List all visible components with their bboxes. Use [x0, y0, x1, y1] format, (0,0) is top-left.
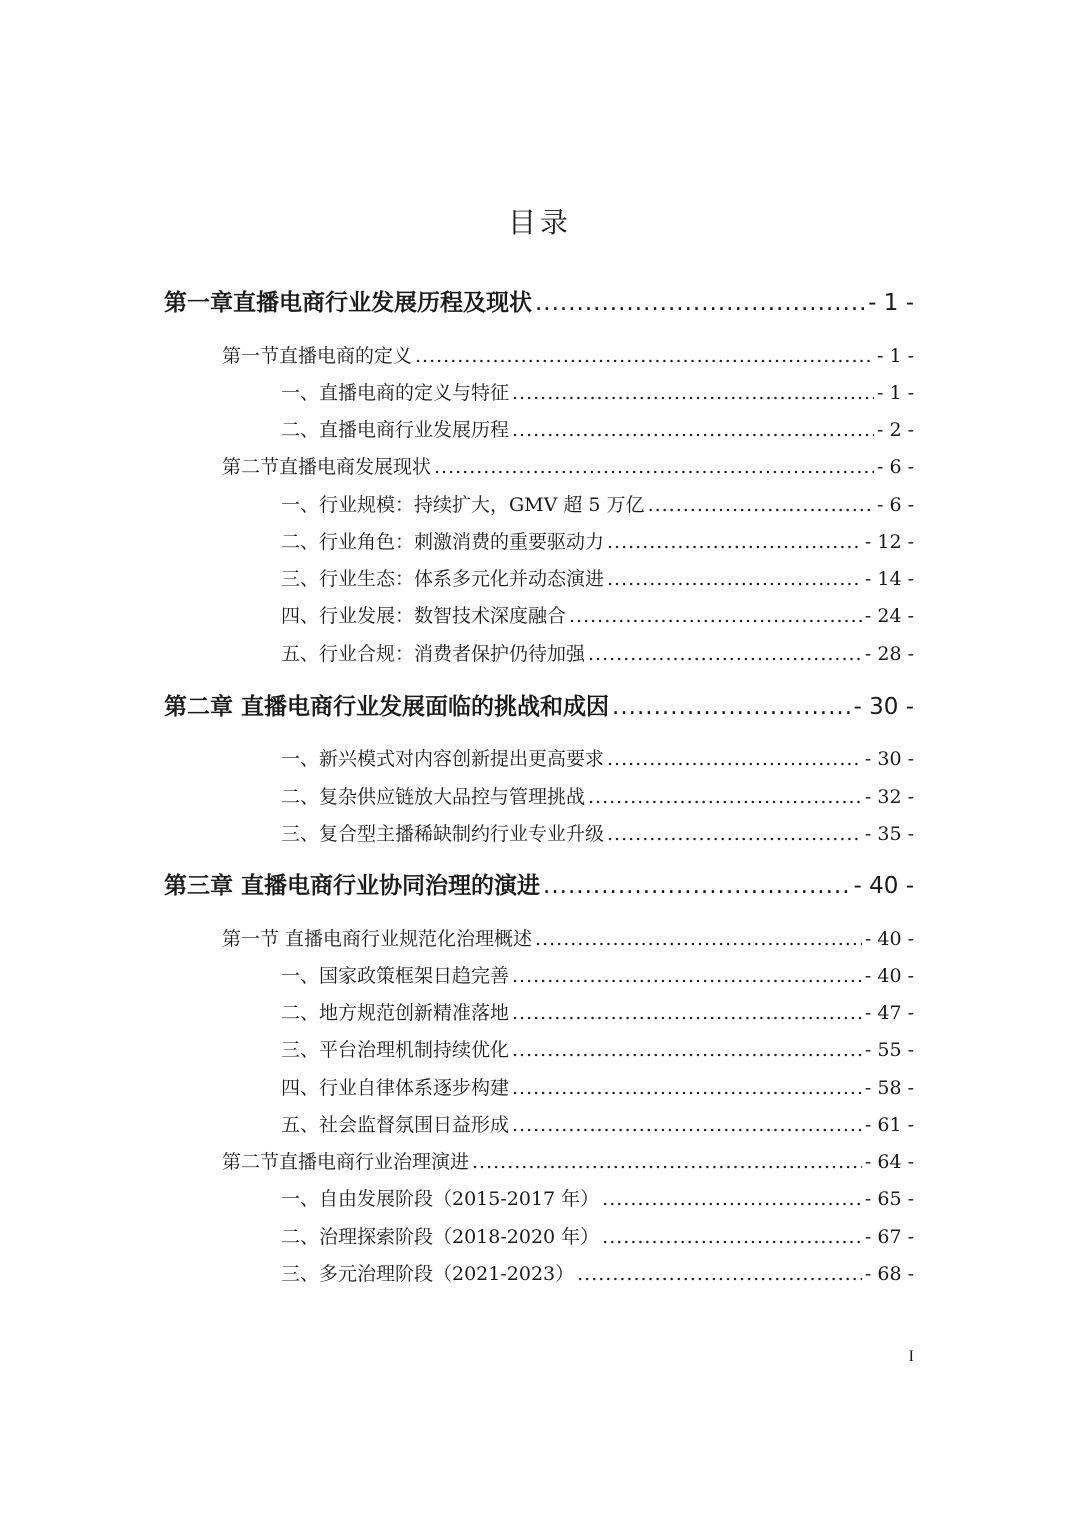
toc-entry-page: - 6 - — [876, 494, 914, 516]
toc-leader-dots — [512, 378, 874, 408]
toc-entry-subsection[interactable] — [281, 378, 914, 408]
toc-leader-dots — [602, 1184, 862, 1214]
toc-leader-dots — [607, 819, 862, 849]
toc-leader-dots — [535, 924, 862, 954]
toc-leader-dots — [512, 998, 862, 1028]
toc-entry-text: 一、国家政策框架日趋完善 — [281, 965, 510, 987]
toc-entry-subsection[interactable] — [281, 998, 914, 1028]
toc-entry-chapter-2[interactable] — [164, 690, 914, 724]
toc-entry-text: 二、复杂供应链放大品控与管理挑战 — [281, 786, 586, 808]
toc-leader-dots — [607, 744, 862, 774]
toc-entry-subsection[interactable] — [281, 490, 914, 520]
toc-leader-dots — [415, 341, 874, 371]
toc-entry-text: 三、平台治理机制持续优化 — [281, 1039, 510, 1061]
toc-entry-text: 三、复合型主播稀缺制约行业专业升级 — [281, 823, 605, 845]
toc-entry-page: - 40 - — [864, 965, 914, 987]
toc-entry-page: - 1 - — [868, 290, 914, 316]
toc-entry-subsection[interactable] — [281, 639, 914, 669]
toc-entry-page: - 61 - — [864, 1114, 914, 1136]
toc-entry-text: 五、社会监督氛围日益形成 — [281, 1114, 510, 1136]
toc-entry-page: - 14 - — [864, 568, 914, 590]
toc-entry-chapter-3[interactable] — [164, 869, 914, 903]
toc-entry-text: 一、新兴模式对内容创新提出更高要求 — [281, 748, 605, 770]
toc-leader-dots — [607, 564, 862, 594]
toc-entry-text: 第一节 直播电商行业规范化治理概述 — [222, 928, 533, 950]
toc-leader-dots — [607, 527, 862, 557]
toc-entry-page: - 32 - — [864, 786, 914, 808]
toc-leader-dots — [434, 452, 874, 482]
toc-entry-subsection[interactable] — [281, 744, 914, 774]
toc-entry-page: - 24 - — [864, 605, 914, 627]
toc-entry-text: 二、行业角色：刺激消费的重要驱动力 — [281, 531, 605, 553]
toc-title: 目录 — [507, 206, 572, 239]
toc-entry-chapter-1[interactable] — [164, 286, 914, 320]
toc-entry-page: - 30 - — [853, 694, 914, 720]
toc-entry-section[interactable] — [222, 1147, 914, 1177]
toc-entry-text: 五、行业合规：消费者保护仍待加强 — [281, 643, 586, 665]
toc-entry-page: - 40 - — [853, 873, 914, 899]
toc-entry-subsection[interactable] — [281, 1035, 914, 1065]
toc-entry-page: - 30 - — [864, 748, 914, 770]
toc-entry-page: - 6 - — [876, 456, 914, 478]
toc-entry-page: - 2 - — [876, 419, 914, 441]
toc-entry-text: 四、行业自律体系逐步构建 — [281, 1077, 510, 1099]
toc-entry-text: 第一章直播电商行业发展历程及现状 — [164, 290, 532, 316]
toc-leader-dots — [543, 869, 850, 903]
toc-leader-dots — [648, 490, 874, 520]
toc-entry-text: 一、自由发展阶段（2015-2017 年） — [281, 1188, 600, 1210]
toc-entry-subsection[interactable] — [281, 1110, 914, 1140]
toc-entry-section[interactable] — [222, 341, 914, 371]
toc-leader-dots — [588, 782, 862, 812]
toc-entry-subsection[interactable] — [281, 1222, 914, 1252]
toc-entry-page: - 58 - — [864, 1077, 914, 1099]
toc-leader-dots — [612, 690, 850, 724]
toc-entry-text: 二、直播电商行业发展历程 — [281, 419, 510, 441]
toc-entry-section[interactable] — [222, 924, 914, 954]
toc-leader-dots — [512, 1073, 862, 1103]
toc-leader-dots — [512, 1110, 862, 1140]
toc-leader-dots — [535, 286, 865, 320]
page-number: I — [908, 1348, 914, 1365]
toc-entry-text: 二、治理探索阶段（2018-2020 年） — [281, 1226, 600, 1248]
toc-entry-subsection[interactable] — [281, 782, 914, 812]
toc-entry-page: - 47 - — [864, 1002, 914, 1024]
toc-entry-section[interactable] — [222, 452, 914, 482]
toc-entry-text: 第二章 直播电商行业发展面临的挑战和成因 — [164, 694, 610, 720]
toc-leader-dots — [512, 961, 862, 991]
toc-leader-dots — [512, 1035, 862, 1065]
toc-entry-subsection[interactable] — [281, 601, 914, 631]
toc-entry-subsection[interactable] — [281, 819, 914, 849]
toc-leader-dots — [472, 1147, 862, 1177]
toc-entry-page: - 28 - — [864, 643, 914, 665]
toc-leader-dots — [602, 1222, 862, 1252]
toc-entry-text: 三、多元治理阶段（2021-2023） — [281, 1263, 575, 1285]
toc-entry-text: 二、地方规范创新精准落地 — [281, 1002, 510, 1024]
toc-entry-text: 第二节直播电商发展现状 — [222, 456, 432, 478]
toc-entry-page: - 68 - — [864, 1263, 914, 1285]
toc-entry-subsection[interactable] — [281, 415, 914, 445]
toc-entry-text: 三、行业生态：体系多元化并动态演进 — [281, 568, 605, 590]
toc-entry-text: 一、直播电商的定义与特征 — [281, 382, 510, 404]
toc-leader-dots — [569, 601, 862, 631]
toc-entry-page: - 35 - — [864, 823, 914, 845]
toc-entry-page: - 12 - — [864, 531, 914, 553]
toc-leader-dots — [577, 1259, 862, 1289]
toc-entry-text: 第一节直播电商的定义 — [222, 345, 413, 367]
toc-entry-page: - 67 - — [864, 1226, 914, 1248]
toc-entry-subsection[interactable] — [281, 1259, 914, 1289]
toc-entry-text: 第二节直播电商行业治理演进 — [222, 1151, 470, 1173]
toc-entry-page: - 1 - — [876, 382, 914, 404]
toc-entry-text: 四、行业发展：数智技术深度融合 — [281, 605, 567, 627]
toc-entry-text: 一、行业规模：持续扩大，GMV 超 5 万亿 — [281, 494, 645, 516]
toc-entry-subsection[interactable] — [281, 961, 914, 991]
toc-entry-page: - 65 - — [864, 1188, 914, 1210]
toc-entry-text: 第三章 直播电商行业协同治理的演进 — [164, 873, 541, 899]
toc-entry-subsection[interactable] — [281, 564, 914, 594]
toc-entry-subsection[interactable] — [281, 527, 914, 557]
toc-entry-subsection[interactable] — [281, 1073, 914, 1103]
toc-entry-page: - 40 - — [864, 928, 914, 950]
toc-entry-page: - 64 - — [864, 1151, 914, 1173]
toc-entry-page: - 1 - — [876, 345, 914, 367]
toc-entry-subsection[interactable] — [281, 1184, 914, 1214]
toc-leader-dots — [588, 639, 862, 669]
toc-leader-dots — [512, 415, 874, 445]
toc-entry-page: - 55 - — [864, 1039, 914, 1061]
